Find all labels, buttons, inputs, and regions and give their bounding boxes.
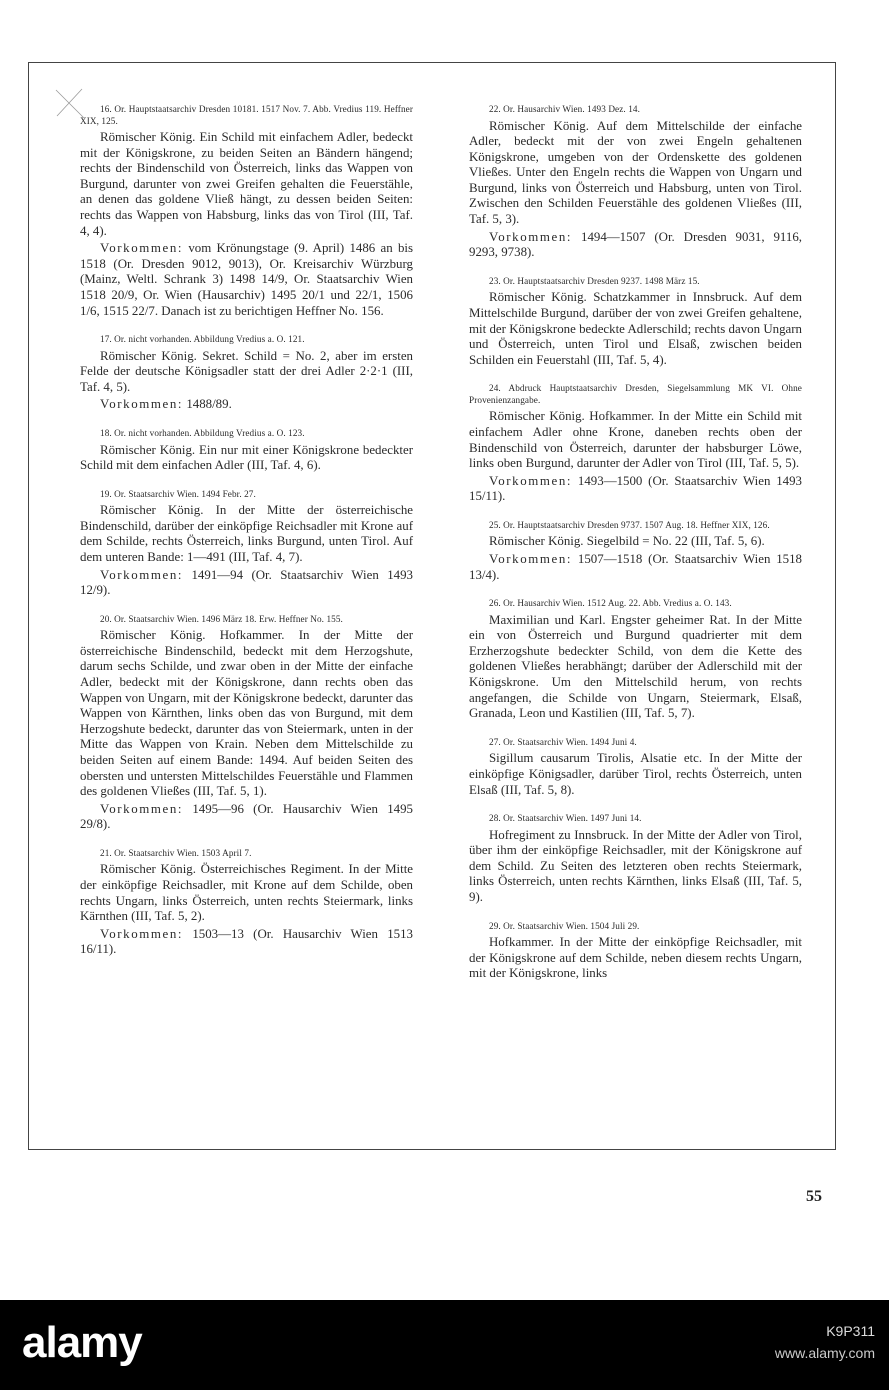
occurrence-text: 1493—1500 (Or. Staatsarchiv Wien 1493 15/11). — [469, 473, 802, 504]
occurrence-text: vom Krönungstage (9. April) 1486 an bis 1518 (Or. Dresden 9012, 9013), Or. Kreisarchiv Würzburg (Mainz, Weltl. Schrank 3) 1498 14/9, Or. Staatsarchiv Wien 1518 20/9, Or. Wien (Hausarchiv) 1495 20/1 und 22/1, 1506 1/6, 1515 22/7. Danach ist zu berichtigen Heffner No. 156. — [80, 241, 413, 318]
entry-source: 29. Or. Staatsarchiv Wien. 1504 Juli 29. — [489, 920, 640, 931]
page-number: 55 — [806, 1188, 822, 1205]
entry-text: Römischer König. Schatzkammer in Innsbruck. Auf dem Mittelschilde Burgund, darüber der von zwei Greifen gehaltene, mit der Königskrone bedeckte Adlerschild; rechts davon Ungarn und Österreich, unten Tirol und Elsaß, zwischen beiden Schilden ein Feuerstahl (III, Taf. 5, 4). — [469, 290, 802, 367]
occurrence-text: 1494—1507 (Or. Dresden 9031, 9116, 9293, 9738). — [469, 229, 802, 260]
entry-text: Römischer König. Ein nur mit einer Königskrone bedeckter Schild mit dem einfachen Adler (III, Taf. 4, 6). — [80, 442, 413, 473]
catalog-entry — [469, 737, 802, 798]
occurrence-text: 1491—94 (Or. Staatsarchiv Wien 1493 12/9). — [80, 567, 413, 598]
occurrence-label: Vorkommen: — [489, 551, 573, 566]
catalog-entry — [469, 520, 802, 583]
occurrence-label: Vorkommen: — [100, 241, 184, 256]
entry-occurrence — [80, 802, 413, 833]
entry-text: Römischer König. Ein Schild mit einfachem Adler, bedeckt mit der Königskrone, zu beiden Seiten an Bändern hängend; rechts der Bindenschild von Österreich, links das Wappen von Burgund, darunter von zwei Greifen gehalten die Feuerstähle, an denen das goldene Vließ hängt, zu dessen beiden Seiten: rechts das Wappen von Habsburg, links das von Tirol (III, Taf. 4, 4). — [80, 130, 413, 238]
occurrence-label: Vorkommen: — [489, 473, 573, 488]
catalog-entry — [469, 104, 802, 261]
entry-text: Römischer König. Auf dem Mittelschilde der einfache Adler, bedeckt mit der von zwei Engeln gehaltenen Königskrone, umgeben von der Ordenskette des goldenen Vließes. Unter den Engeln rechts die Wappen von Ungarn und Burgund, links von Österreich und Habsburg, unten von Tirol. Zwischen den Schilden Feuerstähle des goldenen Vließes (III, Taf. 5, 3). — [469, 118, 802, 227]
occurrence-text: 1507—1518 (Or. Staatsarchiv Wien 1518 13/4). — [469, 551, 802, 582]
occurrence-label: Vorkommen: — [100, 801, 184, 816]
stock-url: www.alamy.com — [774, 1345, 875, 1361]
entry-text: Römischer König. Siegelbild = No. 22 (III, Taf. 5, 6). — [489, 534, 765, 549]
occurrence-label: Vorkommen: — [100, 567, 184, 582]
catalog-entry — [80, 848, 413, 958]
right-column — [469, 104, 802, 997]
entry-occurrence — [469, 474, 802, 505]
entry-source: 19. Or. Staatsarchiv Wien. 1494 Febr. 27. — [100, 488, 256, 499]
entry-source: 27. Or. Staatsarchiv Wien. 1494 Juni 4. — [489, 736, 637, 747]
entry-text: Römischer König. Österreichisches Regiment. In der Mitte der einköpfige Reichsadler, mit Krone auf dem Schilde, oben rechts Ungarn, links Österreich, unten rechts Steiermark, links Kärnthen (III, Taf. 5, 2). — [80, 862, 413, 924]
entry-occurrence — [469, 230, 802, 261]
entry-text: Römischer König. In der Mitte der österreichische Bindenschild, darüber der einköpfige Reichsadler mit Krone auf dem Schilde, rechts Österreich, links Burgund, unten Tirol. Auf dem unteren Bande: 1—491 (III, Taf. 4, 7). — [80, 503, 413, 564]
catalog-entry — [80, 104, 413, 319]
occurrence-text: 1488/89. — [186, 397, 232, 412]
entry-text: Maximilian und Karl. Engster geheimer Rat. In der Mitte ein von Österreich und Burgund quadrierter mit dem Erzherzogshute bedeckter Schild, von dem die Kette des goldenen Vließes herabhängt; darüber der Adlerschild mit der Königskrone. Um den Mittelschild herum, von rechts angefangen, die Schilde von Ungarn, Steiermark, Elsaß, Granada, Leon und Kastilien (III, Taf. 5, 7). — [469, 612, 802, 721]
occurrence-label: Vorkommen: — [100, 926, 184, 941]
entry-text: Römischer König. Sekret. Schild = No. 2, aber im ersten Felde der deutsche Königsadler statt der drei Adler 2·2·1 (III, Taf. 4, 5). — [80, 348, 413, 394]
catalog-entry — [80, 614, 413, 833]
entry-source: 25. Or. Hauptstaatsarchiv Dresden 9737. 1507 Aug. 18. Heffner XIX, 126. — [489, 519, 770, 530]
entry-occurrence — [80, 397, 413, 413]
stock-image-info — [775, 1320, 875, 1364]
image-id: K9P311 — [826, 1323, 875, 1339]
entry-source: 26. Or. Hausarchiv Wien. 1512 Aug. 22. Abb. Vredius a. O. 143. — [489, 598, 732, 609]
catalog-entry — [469, 383, 802, 505]
entry-text: Sigillum causarum Tirolis, Alsatie etc. In der Mitte der einköpfige Königsadler, darüber Tirol, rechts Österreich, unten Elsaß (III, Taf. 5, 8). — [469, 751, 802, 797]
entry-source: 16. Or. Hauptstaatsarchiv Dresden 10181. 1517 Nov. 7. Abb. Vredius 119. Heffner XIX, 125. — [80, 104, 413, 126]
entry-source: 20. Or. Staatsarchiv Wien. 1496 März 18. Erw. Heffner No. 155. — [100, 613, 343, 624]
entry-text: Hofkammer. In der Mitte der einköpfige Reichsadler, mit der Königskrone auf dem Schilde, neben diesem rechts Ungarn, mit der Königskrone, links — [469, 935, 802, 981]
occurrence-text: 1495—96 (Or. Hausarchiv Wien 1495 29/8). — [80, 801, 413, 832]
occurrence-label: Vorkommen: — [489, 229, 573, 244]
catalog-entry — [469, 598, 802, 722]
entry-source: 23. Or. Hauptstaatsarchiv Dresden 9237. 1498 März 15. — [489, 275, 700, 286]
left-column — [80, 104, 413, 973]
catalog-entry — [469, 276, 802, 368]
entry-occurrence — [80, 568, 413, 599]
catalog-entry — [469, 921, 802, 982]
entry-text: Hofregiment zu Innsbruck. In der Mitte der Adler von Tirol, über ihm der einköpfige Reichsadler, mit der Königskrone auf dem Schild. Zu Seiten des letzteren oben rechts Steiermark, links Österreich, unten rechts Kärnthen, links Elsaß (III, Taf. 5, 9). — [469, 827, 802, 904]
catalog-entry — [80, 428, 413, 474]
entry-text: Römischer König. Hofkammer. In der Mitte der österreichische Bindenschild, bedeckt mit dem Herzogshute, darum sechs Schilde, und zwar oben in der Mitte der einfache Adler, bedeckt mit der Königskrone, dann rechts oben das Wappen von Ungarn, mit der Königskrone bedeckt, darunter das Wappen von Kärnthen, links oben das von Burgund, mit dem Herzogshute bedeckt, darunter das von Steiermark, unten in der Mitte das Wappen von Krain. Neben dem Mittelschilde zu beiden Seiten auf einem Bande: 1494. Auf beiden Seiten des obersten und untersten Mittelschildes Feuerstähle und Flammen des goldenen Vließes (III, Taf. 5, 1). — [80, 628, 413, 799]
entry-text: Römischer König. Hofkammer. In der Mitte ein Schild mit einfachem Adler ohne Krone, daneben rechts oben der Bindenschild von Österreich, darunter der habsburger Löwe, links oben Burgund, darunter der Adler von Tirol (III, Taf. 5, 5). — [469, 409, 802, 471]
catalog-entry — [80, 334, 413, 413]
alamy-logo: alamy — [22, 1318, 142, 1367]
entry-occurrence — [80, 241, 413, 319]
entry-source: 18. Or. nicht vorhanden. Abbildung Vredius a. O. 123. — [100, 428, 305, 438]
entry-source: 28. Or. Staatsarchiv Wien. 1497 Juni 14. — [489, 813, 642, 824]
catalog-entry — [469, 813, 802, 905]
entry-source: 17. Or. nicht vorhanden. Abbildung Vredius a. O. 121. — [100, 334, 305, 345]
entry-source: 22. Or. Hausarchiv Wien. 1493 Dez. 14. — [489, 104, 640, 114]
entry-occurrence — [469, 552, 802, 583]
catalog-entry — [80, 489, 413, 599]
occurrence-label: Vorkommen: — [100, 397, 184, 412]
entry-occurrence — [80, 927, 413, 958]
entry-source: 21. Or. Staatsarchiv Wien. 1503 April 7. — [100, 847, 252, 858]
occurrence-text: 1503—13 (Or. Hausarchiv Wien 1513 16/11). — [80, 926, 413, 957]
entry-source: 24. Abdruck Hauptstaatsarchiv Dresden, Siegelsammlung MK VI. Ohne Provenienzangabe. — [469, 383, 802, 405]
